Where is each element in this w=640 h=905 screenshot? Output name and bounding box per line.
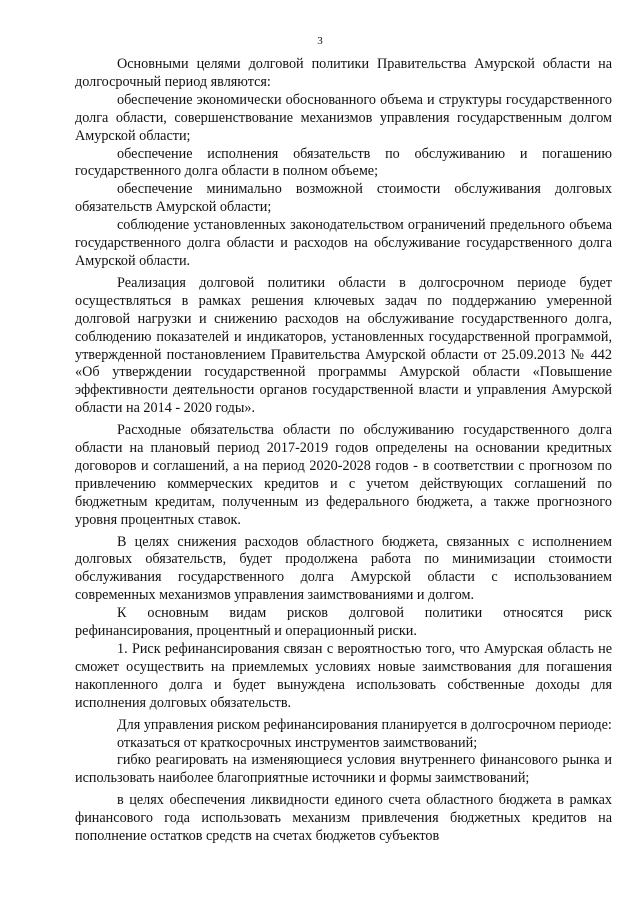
paragraph-goal-structure: обеспечение экономически обоснованного объема и структуры государственного долга области, совершенствование механизмов управления государственным долгом Амурской области; xyxy=(75,91,612,144)
paragraph-flexible-response: гибко реагировать на изменяющиеся условия внутреннего финансового рынка и использовать наиболее благоприятные источники и формы заимствований; xyxy=(75,752,612,787)
paragraph-short-term-instruments: отказаться от краткосрочных инструментов заимствований; xyxy=(117,734,478,751)
page-number: 3 xyxy=(317,35,323,47)
paragraph-goal-limits: соблюдение установленных законодательством ограничений предельного объема государственного долга области и расходов на обслуживание государственного долга Амурской области. xyxy=(75,217,612,269)
paragraph-refinancing-risk: 1. Риск рефинансирования связан с вероятностью того, что Амурская область не сможет осуществить на приемлемых условиях новые заимствования для погашения накопленного долга и будет вынуждена использовать собственные доходы для исполнения долговых обязательств. xyxy=(75,641,612,711)
paragraph-risk-types: К основным видам рисков долговой политики относятся риск рефинансирования, процентный и операционный риски. xyxy=(75,605,612,640)
paragraph-goals-intro: Основными целями долговой политики Правительства Амурской области на долгосрочный период являются: xyxy=(75,56,612,90)
paragraph-liquidity: в целях обеспечения ликвидности единого счета областного бюджета в рамках финансового года использовать механизм привлечения бюджетных кредитов на пополнение остатков средств на счетах бюджетов субъектов xyxy=(75,792,612,845)
paragraph-goal-min-cost: обеспечение минимально возможной стоимости обслуживания долговых обязательств Амурской области; xyxy=(75,181,612,216)
paragraph-expense-obligations: Расходные обязательства области по обслуживанию государственного долга области на плановый период 2017-2019 годов определены на основании кредитных договоров и соглашений, а на период 2020-2028 годов - в соответствии с прогнозом по привлечению коммерческих кредитов и с учетом действующих соглашений по бюджетным кредитам, полученным из федерального бюджета, а также прогнозного уровня процентных ставок. xyxy=(75,422,612,528)
paragraph-goal-fulfillment: обеспечение исполнения обязательств по обслуживанию и погашению государственного долга области в полном объеме; xyxy=(75,145,612,180)
paragraph-risk-management-intro: Для управления риском рефинансирования планируется в долгосрочном периоде: xyxy=(117,716,612,733)
paragraph-policy-implementation: Реализация долговой политики области в долгосрочном периоде будет осуществляться в рамках решения ключевых задач по поддержанию умеренной долговой нагрузки и снижению расходов на обслуживание государственного долга, соблюдению показателей и индикаторов, установленных государственной программой, утвержденной постановлением Правительства Амурской области от 25.09.2013 № 442 «Об утверждении государственной программы Амурской области «Повышение эффективности деятельности органов государственной власти и управления Амурской области на 2014 - 2020 годы». xyxy=(75,274,612,417)
paragraph-cost-reduction: В целях снижения расходов областного бюджета, связанных с исполнением долговых обязательств, будет продолжена работа по минимизации стоимости обслуживания государственного долга Амурской области с использованием современных механизмов управления заимствованиями и долгом. xyxy=(75,533,612,604)
document-body xyxy=(75,56,612,846)
